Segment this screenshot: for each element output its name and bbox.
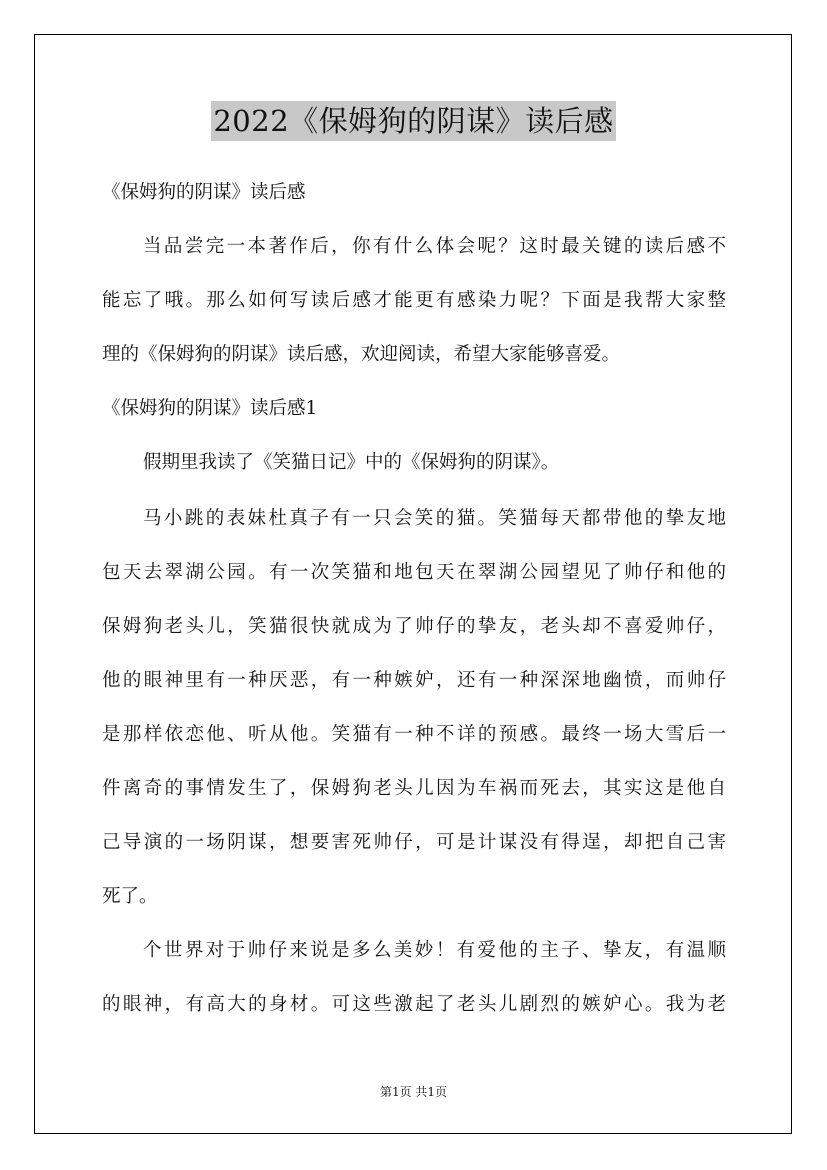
paragraph-line: 能忘了哦。那么如何写读后感才能更有感染力呢？下面是我帮大家整	[102, 290, 726, 311]
paragraph-line: 是那样依恋他、听从他。笑猫有一种不详的预感。最终一场大雪后一	[102, 724, 726, 745]
paragraph-line: 包天去翠湖公园。有一次笑猫和地包天在翠湖公园望见了帅仔和他的	[102, 562, 726, 583]
paragraph-line: 当品尝完一本著作后，你有什么体会呢？这时最关键的读后感不	[143, 236, 726, 257]
paragraph-line: 他的眼神里有一种厌恶，有一种嫉妒，还有一种深深地幽愤，而帅仔	[102, 670, 726, 691]
paragraph-line: 假期里我读了《笑猫日记》中的《保姆狗的阴谋》。	[143, 452, 560, 473]
subtitle-line: 《保姆狗的阴谋》读后感	[102, 182, 306, 203]
document-title: 2022《保姆狗的阴谋》读后感	[211, 101, 615, 141]
paragraph-line: 马小跳的表妹杜真子有一只会笑的猫。笑猫每天都带他的挚友地	[143, 508, 726, 529]
page-footer: 第1页 共1页	[379, 1085, 448, 1099]
section-heading: 《保姆狗的阴谋》读后感1	[102, 398, 318, 419]
paragraph-line: 理的《保姆狗的阴谋》读后感，欢迎阅读，希望大家能够喜爱。	[102, 344, 621, 365]
paragraph-line: 个世界对于帅仔来说是多么美妙！有爱他的主子、挚友，有温顺	[143, 940, 726, 961]
paragraph-line: 保姆狗老头儿，笑猫很快就成为了帅仔的挚友，老头却不喜爱帅仔，	[102, 616, 726, 637]
paragraph-line: 己导演的一场阴谋，想要害死帅仔，可是计谋没有得逞，却把自己害	[102, 832, 726, 853]
paragraph-line: 件离奇的事情发生了，保姆狗老头儿因为车祸而死去，其实这是他自	[102, 778, 726, 799]
paragraph-line: 的眼神，有高大的身材。可这些激起了老头儿剧烈的嫉妒心。我为老	[102, 994, 726, 1015]
title-wrap	[0, 101, 827, 141]
paragraph-line: 死了。	[102, 886, 158, 907]
